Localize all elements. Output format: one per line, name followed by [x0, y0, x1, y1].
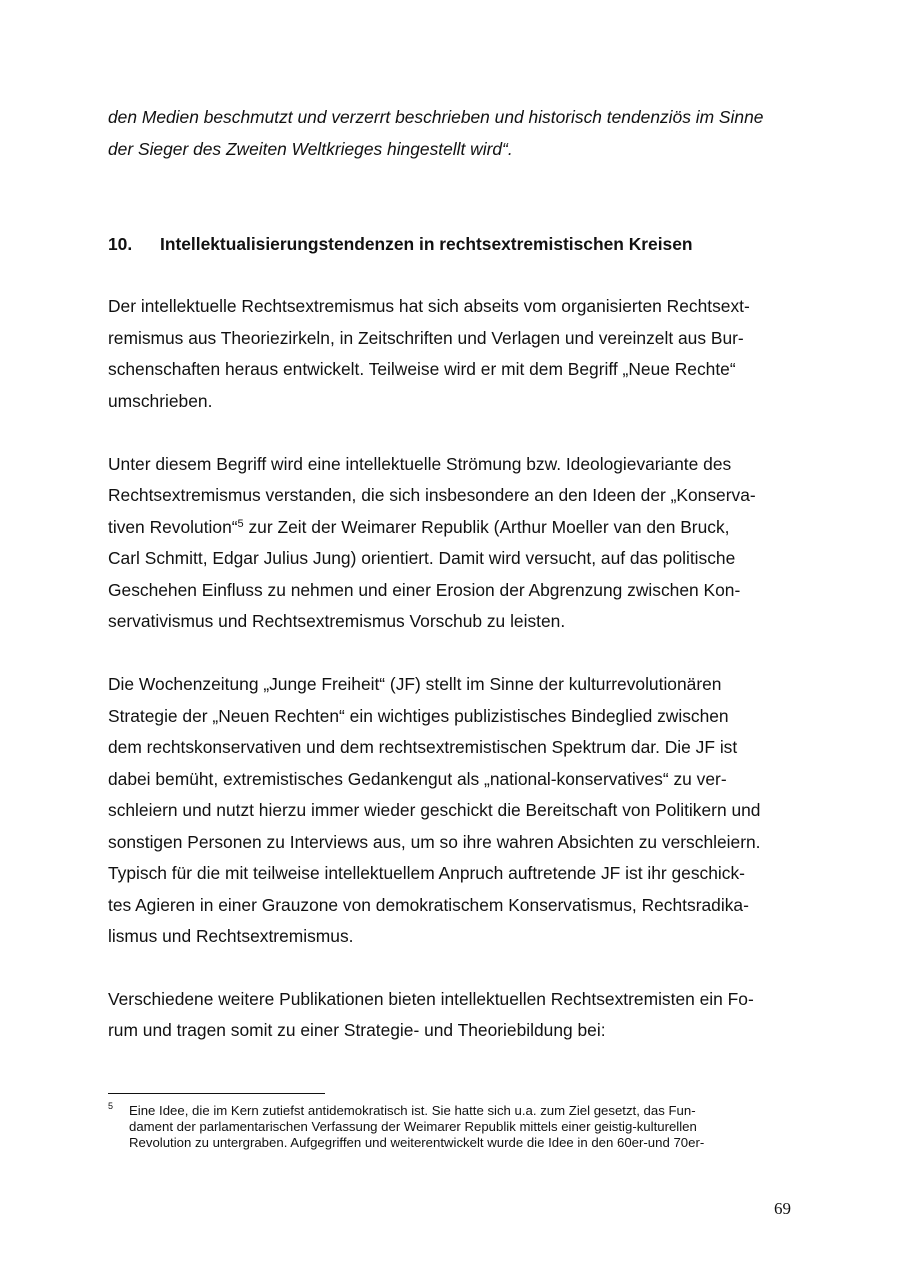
- section-title: Intellektualisierungstendenzen in rechtsextremistischen Kreisen: [160, 234, 693, 254]
- quote-line: der Sieger des Zweiten Weltkrieges hingestellt wird“.: [108, 139, 513, 159]
- paragraph-line: Die Wochenzeitung „Junge Freiheit“ (JF) stellt im Sinne der kulturrevolutionären: [108, 674, 722, 694]
- footnote-reference: 5: [237, 518, 244, 530]
- paragraph-text: tiven Revolution“: [108, 517, 238, 537]
- paragraph-line: Typisch für die mit teilweise intellektuellem Anpruch auftretende JF ist ihr geschick-: [108, 863, 745, 883]
- paragraph-line: Carl Schmitt, Edgar Julius Jung) orientiert. Damit wird versucht, auf das politische: [108, 548, 736, 568]
- paragraph-line: schenschaften heraus entwickelt. Teilweise wird er mit dem Begriff „Neue Rechte“: [108, 359, 736, 379]
- paragraph-line: dabei bemüht, extremistisches Gedankengut als „national-konservatives“ zu ver-: [108, 769, 727, 789]
- footnote-number: 5: [108, 1101, 114, 1111]
- paragraph-line: Strategie der „Neuen Rechten“ ein wichtiges publizistisches Bindeglied zwischen: [108, 706, 729, 726]
- paragraph-line: dem rechtskonservativen und dem rechtsextremistischen Spektrum dar. Die JF ist: [108, 737, 738, 757]
- section-number: 10.: [108, 234, 133, 254]
- footnote-separator: [108, 1093, 325, 1094]
- paragraph-line: sonstigen Personen zu Interviews aus, um so ihre wahren Absichten zu verschleiern.: [108, 832, 761, 852]
- paragraph-line: lismus und Rechtsextremismus.: [108, 926, 354, 946]
- quote-line: den Medien beschmutzt und verzerrt beschrieben und historisch tendenziös im Sinne: [108, 107, 764, 127]
- footnote-line: dament der parlamentarischen Verfassung der Weimarer Republik mittels einer geistig-kulturellen: [129, 1119, 697, 1134]
- paragraph-line: tes Agieren in einer Grauzone von demokratischem Konservatismus, Rechtsradika-: [108, 895, 749, 915]
- paragraph-line: umschrieben.: [108, 391, 213, 411]
- paragraph-line: Geschehen Einfluss zu nehmen und einer Erosion der Abgrenzung zwischen Kon-: [108, 580, 741, 600]
- footnote-line: Revolution zu untergraben. Aufgegriffen und weiterentwickelt wurde die Idee in den 60er-und 70er-: [129, 1135, 705, 1150]
- footnote-line: Eine Idee, die im Kern zutiefst antidemokratisch ist. Sie hatte sich u.a. zum Ziel gesetzt, das Fun-: [129, 1103, 696, 1118]
- paragraph-line: Der intellektuelle Rechtsextremismus hat sich abseits vom organisierten Rechtsext-: [108, 296, 750, 316]
- paragraph-line: rum und tragen somit zu einer Strategie- und Theoriebildung bei:: [108, 1020, 606, 1040]
- paragraph-line: Unter diesem Begriff wird eine intellektuelle Strömung bzw. Ideologievariante des: [108, 454, 732, 474]
- paragraph-line: servativismus und Rechtsextremismus Vorschub zu leisten.: [108, 611, 566, 631]
- paragraph-line: schleiern und nutzt hierzu immer wieder geschickt die Bereitschaft von Politikern und: [108, 800, 761, 820]
- page-number: 69: [774, 1199, 791, 1218]
- paragraph-line: remismus aus Theoriezirkeln, in Zeitschriften und Verlagen und vereinzelt aus Bur-: [108, 328, 744, 348]
- paragraph-text: zur Zeit der Weimarer Republik (Arthur Moeller van den Bruck,: [243, 517, 730, 537]
- paragraph-line: Rechtsextremismus verstanden, die sich insbesondere an den Ideen der „Konserva-: [108, 485, 756, 505]
- paragraph-line: [108, 516, 729, 538]
- paragraph-line: Verschiedene weitere Publikationen bieten intellektuellen Rechtsextremisten ein Fo-: [108, 989, 754, 1009]
